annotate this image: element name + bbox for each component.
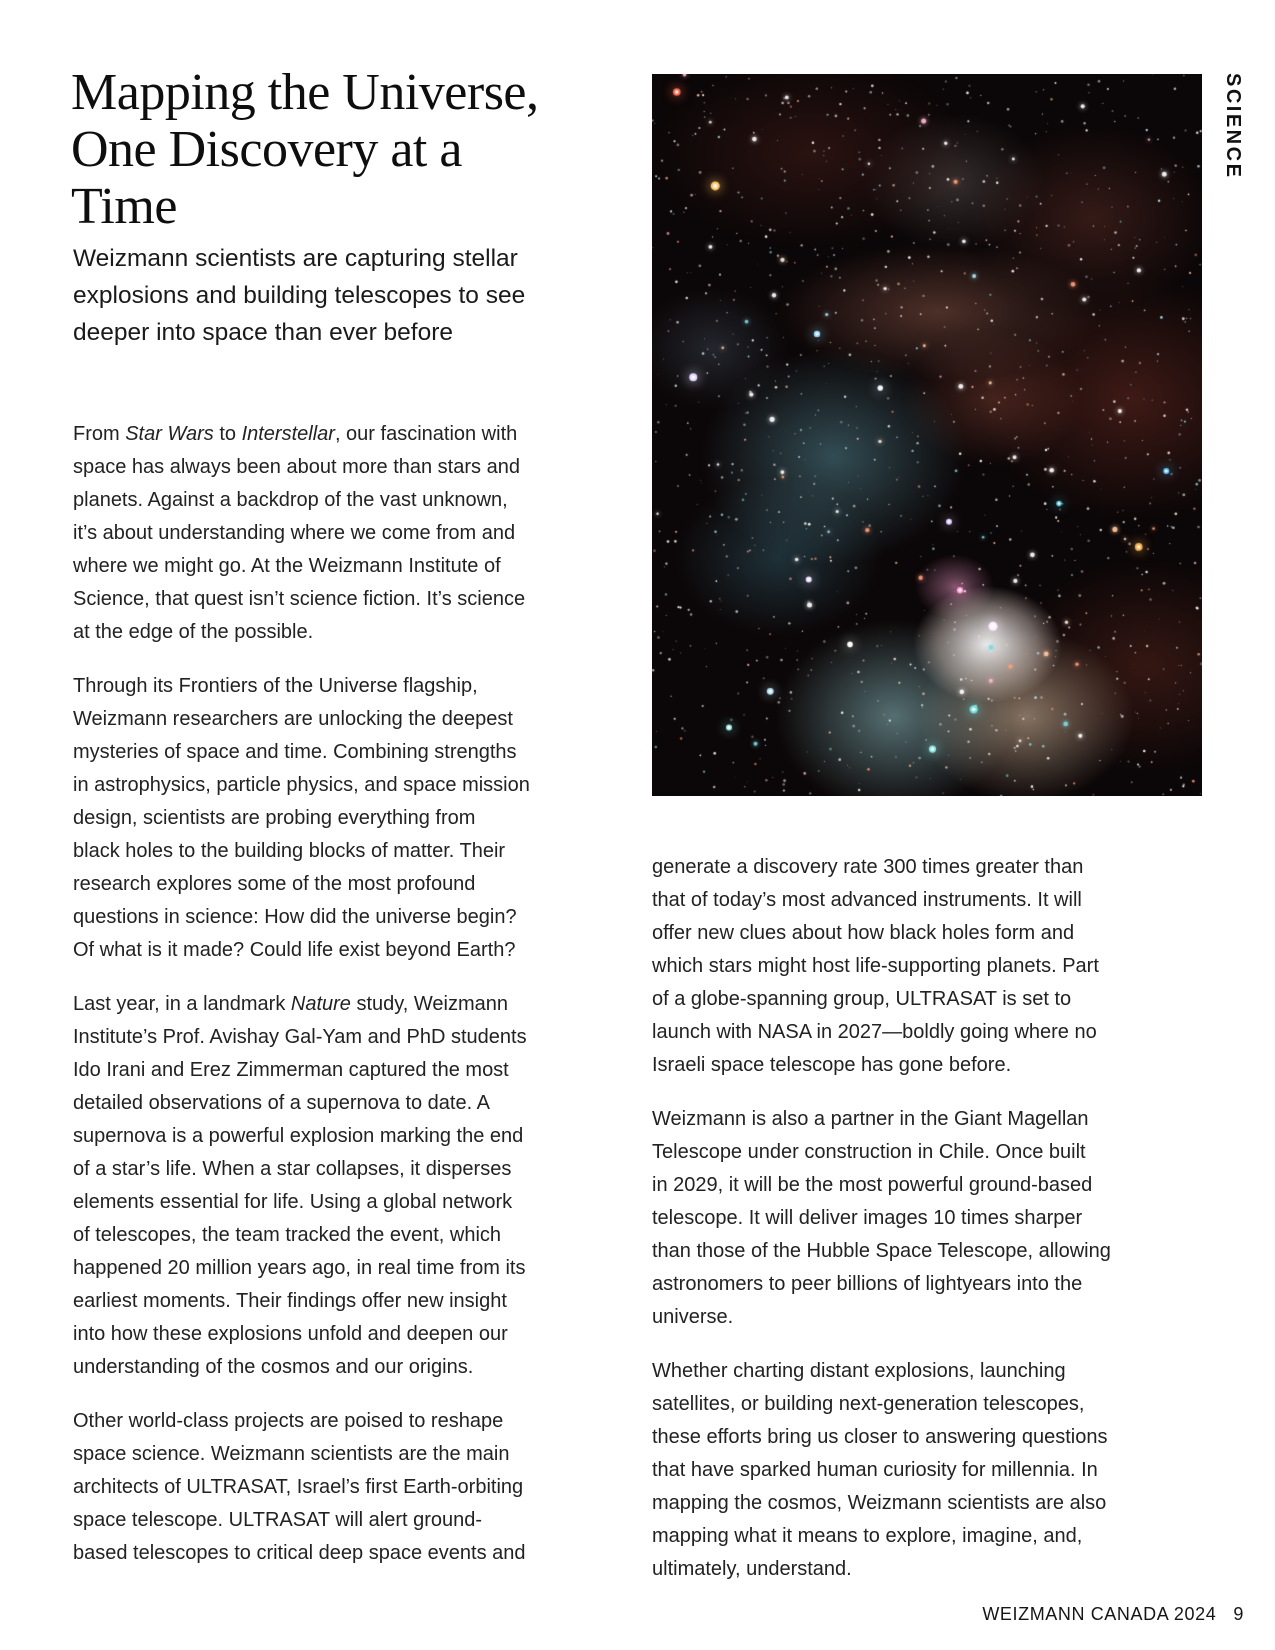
body-paragraph: Last year, in a landmark Nature study, Weizmann Institute’s Prof. Avishay Gal-Yam and PhD students Ido Irani and Erez Zimmerman captured the most detailed observations of a supernova to date. A supernova is a powerful explosion marking the end of a star’s life. When a star collapses, it disperses elements essential for life. Using a global network of telescopes, the team tracked the event, which happened 20 million years ago, in real time from its earliest moments. Their findings offer new insight into how these explosions unfold and deepen our understanding of the cosmos and our origins.: [73, 993, 527, 1378]
nebula-photo: [652, 74, 1202, 796]
body-paragraph: generate a discovery rate 300 times greater than that of today’s most advanced instruments. It will offer new clues about how black holes form and which stars might host life-supporting planets. Part of a globe-spanning group, ULTRASAT is set to launch with NASA in 2027—boldly going where no Israeli space telescope has gone before.: [652, 856, 1099, 1076]
footer-page-number: 9: [1233, 1604, 1244, 1624]
body-paragraph: From Star Wars to Interstellar, our fascination with space has always been about more than stars and planets. Against a backdrop of the vast unknown, it’s about understanding where we come from and where we might go. At the Weizmann Institute of Science, that quest isn’t science fiction. It’s science at the edge of the possible.: [73, 423, 526, 643]
body-right-column: [652, 851, 1200, 1586]
body-paragraph: Through its Frontiers of the Universe flagship, Weizmann researchers are unlocking the deepest mysteries of space and time. Combining strengths in astrophysics, particle physics, and space mission design, scientists are probing everything from black holes to the building blocks of matter. Their research explores some of the most profound questions in science: How did the universe begin? Of what is it made? Could life exist beyond Earth?: [73, 675, 530, 961]
page-footer: [982, 1604, 1244, 1625]
nebula-stars-layer: [652, 74, 1202, 796]
section-label-science: SCIENCE: [1222, 73, 1244, 180]
article-subtitle: Weizmann scientists are capturing stellar explosions and building telescopes to see deeper into space than ever before: [73, 245, 526, 346]
body-paragraph: Other world-class projects are poised to reshape space science. Weizmann scientists are the main architects of ULTRASAT, Israel’s first Earth-orbiting space telescope. ULTRASAT will alert ground- based telescopes to critical deep space events and: [73, 1410, 526, 1564]
body-paragraph: Whether charting distant explosions, launching satellites, or building next-generation telescopes, these efforts bring us closer to answering questions that have sparked human curiosity for millennia. In mapping the cosmos, Weizmann scientists are also mapping what it means to explore, imagine, and, ultimately, understand.: [652, 1360, 1108, 1580]
article-title: Mapping the Universe, One Discovery at a Time: [71, 64, 539, 235]
body-left-column: [73, 418, 598, 1570]
footer-publication: WEIZMANN CANADA 2024: [982, 1604, 1217, 1624]
body-paragraph: Weizmann is also a partner in the Giant Magellan Telescope under construction in Chile. Once built in 2029, it will be the most powerful ground-based telescope. It will deliver images 10 times sharper than those of the Hubble Space Telescope, allowing astronomers to peer billions of lightyears into the universe.: [652, 1108, 1111, 1328]
